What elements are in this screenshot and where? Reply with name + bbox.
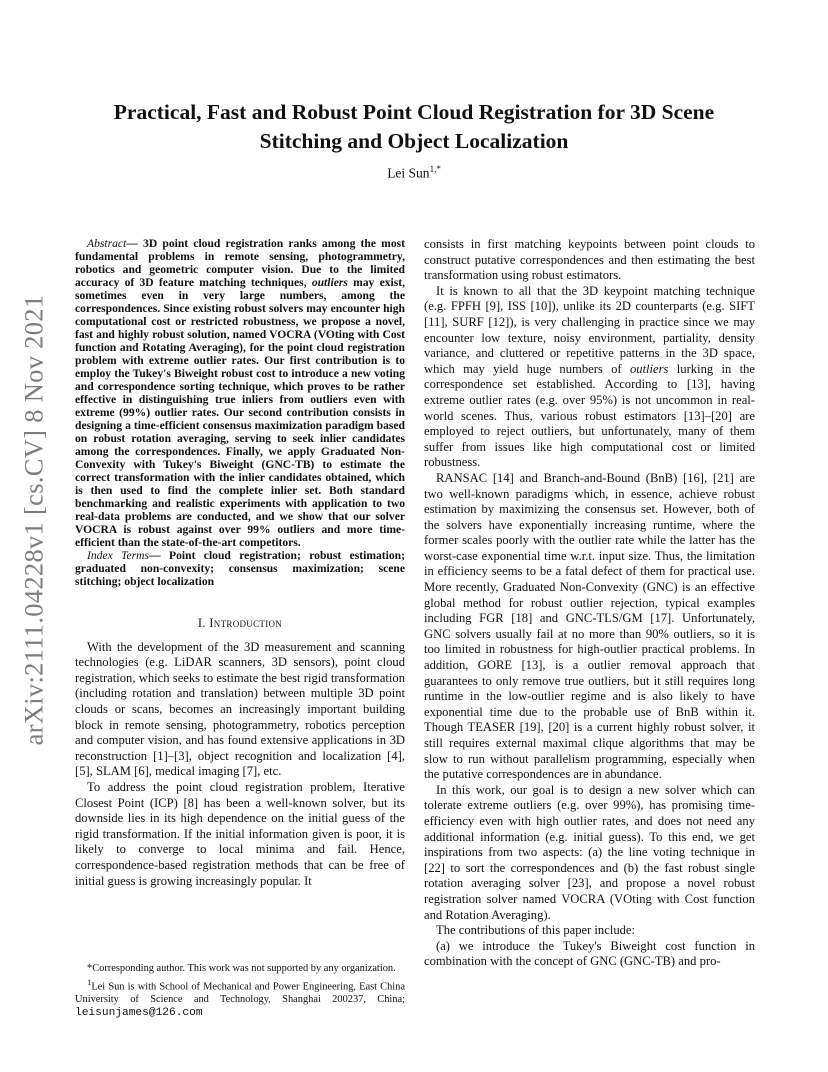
- right-paragraph-3: In this work, our goal is to design a new solver which can tolerate extreme outliers (e.g. over 99%), has promising time-efficiency even with high outlier rates, and does not need any additional information (e.g. initial guess). To this end, we get inspirations from two aspects: (a) the line voting technique in [22] to sort the correspondences and (b) the fast robust single rotation averaging solver [23], and propose a novel robust registration solver named VOCRA (VOting with Cost function and Rotation Averaging).: [424, 782, 755, 922]
- right-paragraph-4: The contributions of this paper include:: [436, 923, 636, 938]
- abstract-dash: —: [126, 237, 144, 250]
- arxiv-stamp-text: arXiv:2111.04228v1 [cs.CV] 8 Nov 2021: [18, 294, 49, 746]
- section-number: I.: [197, 616, 210, 630]
- index-terms: [75, 549, 405, 588]
- section-heading: [75, 616, 405, 632]
- footnote-affiliation: [75, 976, 405, 1020]
- abstract: [75, 237, 405, 549]
- author-line: [0, 164, 828, 182]
- author-email: leisunjames@126.com: [75, 1006, 203, 1019]
- footnote-affiliation-text: Lei Sun is with School of Mechanical and Power Engineering, East China University of Science and Technology, Shanghai 200237, China;: [75, 981, 405, 1006]
- right-paragraph-5: (a) we introduce the Tukey's Biweight cost function in combination with the concept of GNC (GNC-TB) and pro-: [424, 938, 755, 969]
- right-paragraph-1-emphasis: outliers: [629, 361, 669, 376]
- abstract-emphasis: outliers: [311, 276, 348, 289]
- section-title: Introduction: [209, 616, 283, 630]
- footnote-mark: 1: [87, 976, 92, 987]
- right-paragraph-1-a: It is known to all that the 3D keypoint matching technique (e.g. FPFH [9], ISS [10]), unlike its 2D counterparts (e.g. SIFT [11], SURF [12]), is very challenging in practice since we may encounter low texture, noisy environment, partiality, density variance, and cluttered or repetitive patterns in the 3D space, which may yield huge numbers of: [424, 283, 755, 376]
- abstract-label: Abstract: [87, 237, 127, 250]
- index-terms-text: Point cloud registration; robust estimation; graduated non-convexity; consensus maximization; scene stitching; object localization: [75, 549, 405, 588]
- arxiv-stamp: [14, 260, 54, 780]
- right-paragraph-0: consists in first matching keypoints between point clouds to construct putative correspondences and then estimating the best transformation using robust estimators.: [424, 237, 755, 283]
- right-paragraph-1-b: lurking in the correspondence set established. According to [13], having extreme outlier rates (e.g. over 95%) is not uncommon in real-world scenes. Thus, various robust estimators [13]–[20] are employed to reject outliers, but unfortunately, many of them suffer from issues like high computational cost or limited robustness.: [424, 361, 756, 470]
- abstract-text-1: 3D point cloud registration ranks among the most fundamental problems in remote sensing, photogrammetry, robotics and geometric computer vision. Due to the limited accuracy of 3D feature matching techniques,: [75, 237, 405, 289]
- abstract-text-2: may exist, sometimes even in very large numbers, among the correspondences. Since existing robust solvers may encounter high computational cost or restricted robustness, we propose a novel, fast and highly robust solution, named VOCRA (VOting with Cost function and Rotating Averaging), for the point cloud registration problem with extreme outlier rates. Our first contribution is to employ the Tukey's Biweight robust cost to introduce a new voting and correspondence sorting technique, which proves to be rather effective in distinguishing true inliers from outliers even with extreme (99%) outlier rates. Our second contribution consists in designing a time-efficient consensus maximization paradigm based on robust rotation averaging, serving to seek inlier candidates among the correspondences. Finally, we apply Graduated Non-Convexity with Tukey's Biweight (GNC-TB) to estimate the correct transformation with the inlier candidates obtained, which is then used to find the complete inlier set. Both standard benchmarking and realistic experiments with application to two real-data problems are conducted, and we show that our solver VOCRA is robust against over 99% outliers and more time-efficient than the state-of-the-art competitors.: [75, 276, 405, 549]
- right-column: [424, 237, 755, 970]
- index-terms-label: Index Terms: [87, 549, 150, 562]
- index-terms-dash: —: [149, 549, 170, 562]
- left-column: [75, 237, 405, 889]
- author-name: Lei Sun: [387, 165, 430, 181]
- intro-paragraph-1: With the development of the 3D measurement and scanning technologies (e.g. LiDAR scanners, 3D sensors), point cloud registration, which seeks to estimate the best rigid transformation (including rotation and translation) between multiple 3D point clouds or scans, becomes an increasingly important building block in remote sensing, photogrammetry, robotics perception and computer vision, and has found extensive applications in 3D reconstruction [1]–[3], object recognition and localization [4], [5], SLAM [6], medical imaging [7], etc.: [75, 639, 405, 779]
- footnotes: [75, 963, 405, 1020]
- author-affiliation-mark: 1,*: [429, 164, 441, 174]
- right-paragraph-1: [424, 284, 755, 471]
- right-paragraph-2: RANSAC [14] and Branch-and-Bound (BnB) [16], [21] are two well-known paradigms which, in essence, achieve robust estimation by maximizing the consensus set. However, both of the solvers have exponentially increasing runtime, where the former scales poorly with the outlier rate while the latter has the worst-case exponential time w.r.t. input size. Thus, the limitation in efficiency seems to be a fatal defect of them for practical use. More recently, Graduated Non-Convexity (GNC) is an effective global method for robust outlier rejection, typical examples including FGR [18] and GNC-TLS/GM [17]. Unfortunately, GNC solvers usually fail at no more than 90% outliers, so it is too limited in robustness for high-outlier practical problems. In addition, GORE [13], is a outlier removal approach that guarantees to only remove true outliers, but it still requires long runtime in the low-outlier regime and is also likely to have exponential time due to the probable use of BnB within it. Though TEASER [19], [20] is a current highly robust solver, it still requires external maximal clique algorithms that may be slow to run without parallelism programming, especially when the putative correspondences are in abundance.: [424, 470, 755, 782]
- paper-title: Practical, Fast and Robust Point Cloud Registration for 3D Scene Stitching and Object Localization: [113, 100, 715, 153]
- intro-paragraph-2: To address the point cloud registration problem, Iterative Closest Point (ICP) [8] has been a well-known solver, but its downside lies in its high dependence on the initial guess of the rigid transformation. If the initial information given is poor, it is likely to converge to local minima and fail. Hence, correspondence-based registration methods that can be free of initial guess is growing increasingly popular. It: [75, 779, 405, 888]
- footnote-corresponding: *Corresponding author. This work was not supported by any organization.: [87, 963, 396, 974]
